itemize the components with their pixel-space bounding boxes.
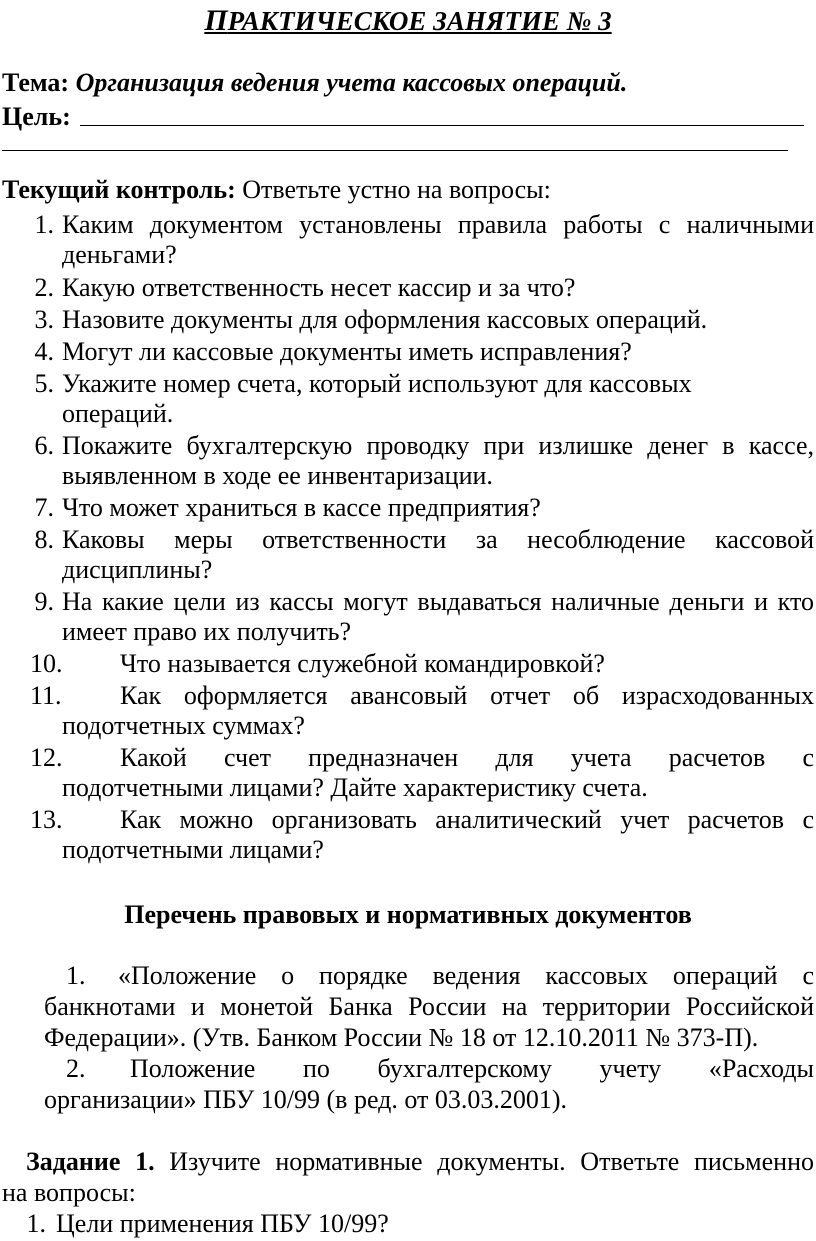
documents-heading: Перечень правовых и нормативных документов [124, 900, 692, 929]
question-text: Какую ответственность несет кассир и за что? [62, 273, 576, 302]
question-text: Какой счет предназначен для учета расчетов с [120, 743, 814, 772]
question-text: Каким документом установлены правила работы с наличными [62, 210, 814, 239]
question-text: Укажите номер счета, который используют для кассовых [62, 369, 692, 398]
question-number: 6. [34, 431, 54, 460]
question-text-cont: операций. [62, 399, 174, 428]
question-number: 3. [34, 305, 54, 334]
current-control-label: Текущий контроль: [2, 175, 236, 204]
question-number: 10. [30, 649, 63, 678]
question-number: 2. [34, 273, 54, 302]
task1-line [26, 1147, 814, 1177]
document-text-cont: организации» ПБУ 10/99 (в ред. от 03.03.2001). [44, 1085, 568, 1114]
question-text: Назовите документы для оформления кассовых операций. [62, 305, 708, 334]
question-text-cont: подотчетными лицами? [62, 835, 324, 864]
topic-value: Организация ведения учета кассовых операций. [75, 68, 628, 97]
question-text-cont: выявленном в ходе ее инвентаризации. [62, 461, 493, 490]
question-text-cont: подотчетными лицами? Дайте характеристику счета. [62, 773, 648, 802]
document-text: «Положение о порядке ведения кассовых операций с [118, 961, 814, 990]
question-text-cont: деньгами? [62, 240, 177, 269]
task1-text-cont: на вопросы: [2, 1178, 136, 1207]
document-text-cont: банкнотами и монетой Банка России на территории Российской [44, 992, 814, 1021]
current-control-line [2, 175, 551, 205]
document-number: 2. [66, 1054, 86, 1083]
question-text-cont: дисциплины? [62, 555, 213, 584]
question-text-cont: подотчетных суммах? [62, 711, 305, 740]
page-title [0, 4, 816, 38]
question-text-cont: имеет право их получить? [62, 617, 352, 646]
goal-label: Цель: [2, 102, 71, 131]
document-text-cont: Федерации». (Утв. Банком России № 18 от 12.10.2011 № 373-П). [44, 1023, 759, 1052]
task1-text: Изучите нормативные документы. Ответьте письменно [169, 1147, 814, 1176]
question-text: Каковы меры ответственности за несоблюдение кассовой [62, 525, 814, 554]
title-rest: РАКТИЧЕСКОЕ ЗАНЯТИЕ № 3 [227, 6, 612, 36]
question-text: Как оформляется авансовый отчет об израсходованных [120, 681, 814, 710]
question-number: 13. [30, 805, 63, 834]
question-number: 4. [34, 337, 54, 366]
question-number: 8. [34, 525, 54, 554]
document-number: 1. [66, 961, 86, 990]
question-text: На какие цели из кассы могут выдаваться наличные деньги и кто [62, 587, 814, 616]
question-number: 1. [34, 210, 54, 239]
task1-item-number: 1. [26, 1209, 46, 1238]
question-text: Как можно организовать аналитический учет расчетов с [120, 805, 814, 834]
current-control-instruction: Ответьте устно на вопросы: [242, 175, 551, 204]
question-text: Что может храниться в кассе предприятия? [62, 493, 541, 522]
question-number: 9. [34, 587, 54, 616]
question-text: Что называется служебной командировкой? [120, 649, 605, 678]
question-text: Могут ли кассовые документы иметь исправления? [62, 337, 632, 366]
question-number: 11. [30, 681, 62, 710]
goal-underline-2 [2, 150, 788, 151]
question-text: Покажите бухгалтерскую проводку при излишке денег в кассе, [62, 431, 814, 460]
topic-line [2, 68, 627, 98]
task1-item-text: Цели применения ПБУ 10/99? [56, 1209, 389, 1238]
question-number: 7. [34, 493, 54, 522]
question-number: 5. [34, 369, 54, 398]
topic-label: Тема: [2, 68, 70, 97]
task1-label: Задание 1. [26, 1147, 155, 1176]
goal-underline [80, 125, 804, 126]
title-first-letter: П [204, 4, 228, 37]
question-number: 12. [30, 743, 63, 772]
document-text: Положение по бухгалтерскому учету «Расходы [130, 1054, 814, 1083]
